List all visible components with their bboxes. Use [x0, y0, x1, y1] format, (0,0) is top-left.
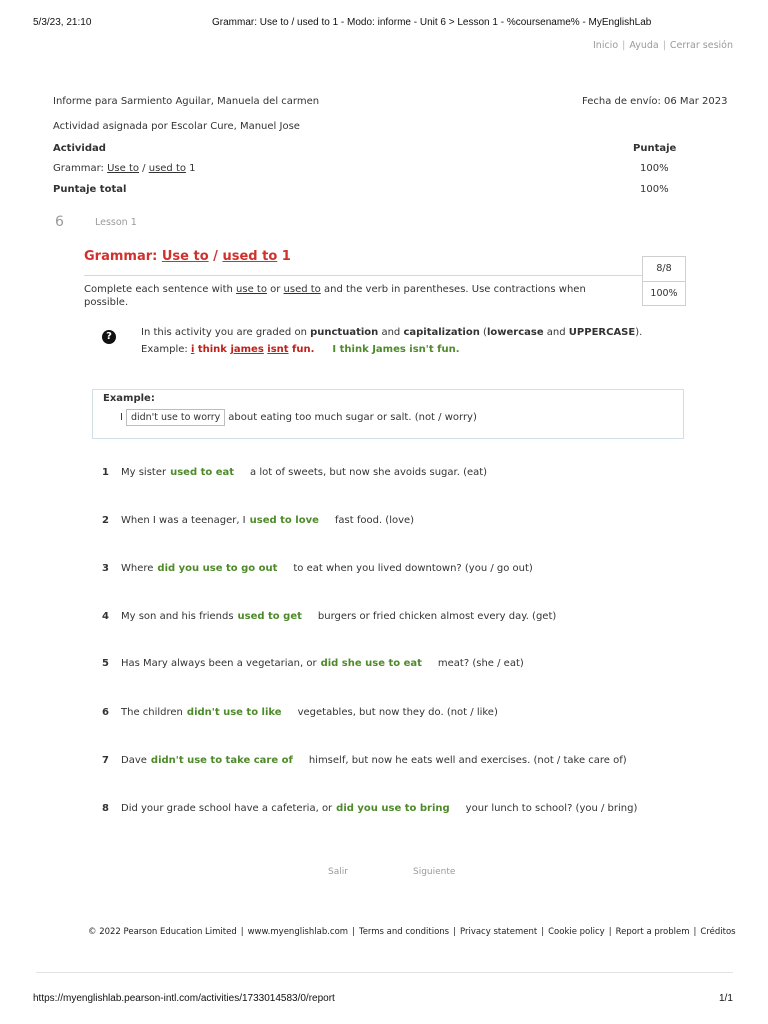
score-column-header: Puntaje	[633, 143, 677, 154]
grading-example-right: I think James isn't fun.	[332, 344, 460, 355]
footer-links: © 2022 Pearson Education Limited | www.myenglishlab.com | Terms and conditions | Privacy statement | Cookie policy | Report a problem | Créditos	[88, 927, 736, 937]
activity-score: 100%	[640, 163, 669, 174]
section-number: 6	[55, 214, 64, 230]
item-answer: used to eat	[170, 467, 235, 478]
item-text-before: When I was a teenager, I	[121, 515, 246, 526]
footer-link-terms[interactable]: Terms and conditions	[358, 927, 450, 937]
exercise-item	[121, 658, 524, 669]
exercise-title-part1: Use to	[161, 249, 209, 264]
report-assigned-by: Actividad asignada por Escolar Cure, Manuel Jose	[53, 121, 300, 132]
top-links: Inicio | Ayuda | Cerrar sesión	[593, 40, 733, 51]
print-url: https://myenglishlab.pearson-intl.com/activities/1733014583/0/report	[33, 993, 335, 1004]
activity-name-sep: /	[139, 163, 149, 174]
footer-link-site[interactable]: www.myenglishlab.com	[247, 927, 349, 937]
item-text-before: The children	[121, 707, 183, 718]
link-ayuda[interactable]: Ayuda	[629, 40, 659, 51]
score-percent: 100%	[643, 281, 685, 306]
item-answer: used to get	[237, 611, 302, 622]
next-button[interactable]: Siguiente	[413, 867, 456, 877]
print-page-count: 1/1	[719, 993, 733, 1004]
exercise-title-part2: used to	[222, 249, 278, 264]
item-text-before: My sister	[121, 467, 167, 478]
grading-example	[141, 344, 460, 355]
exercise-item	[121, 563, 533, 574]
exercise-item	[121, 707, 498, 718]
total-score-value: 100%	[640, 184, 669, 195]
item-text-after: burgers or fried chicken almost every day. (get)	[317, 611, 557, 622]
item-number: 8	[102, 803, 109, 814]
item-number: 7	[102, 755, 109, 766]
item-number: 2	[102, 515, 109, 526]
item-text-after: a lot of sweets, but now she avoids sugar. (eat)	[250, 467, 488, 478]
activity-name	[53, 163, 196, 174]
grading-example-wrong: i think james isnt fun.	[190, 344, 315, 355]
activity-name-suffix: 1	[186, 163, 196, 174]
item-text-before: Where	[121, 563, 154, 574]
exercise-title-sep: /	[208, 249, 223, 264]
score-fraction: 8/8	[656, 263, 672, 274]
footer-copyright: © 2022 Pearson Education Limited	[88, 927, 237, 937]
example-label: Example:	[103, 393, 155, 404]
footer-link-credits[interactable]: Créditos	[700, 927, 736, 937]
exercise-title-prefix: Grammar:	[84, 249, 162, 264]
item-text-after: meat? (she / eat)	[437, 658, 524, 669]
instructions: Complete each sentence with use to or used to and the verb in parentheses. Use contractions when possible.	[84, 284, 586, 308]
link-inicio[interactable]: Inicio	[593, 40, 619, 51]
exercise-item	[121, 803, 637, 814]
total-score-label: Puntaje total	[53, 184, 127, 195]
exercise-item	[121, 467, 487, 478]
report-student: Informe para Sarmiento Aguilar, Manuela del carmen	[53, 96, 320, 107]
activity-name-prefix: Grammar:	[53, 163, 108, 174]
activity-name-part1: Use to	[107, 163, 139, 174]
item-text-before: Has Mary always been a vegetarian, or	[121, 658, 317, 669]
example-box	[92, 389, 684, 439]
item-answer: did you use to go out	[157, 563, 278, 574]
question-icon: ?	[102, 330, 116, 344]
report-date-sent: Fecha de envío: 06 Mar 2023	[582, 96, 728, 107]
print-datetime: 5/3/23, 21:10	[33, 17, 92, 28]
exercise-item	[121, 755, 627, 766]
item-text-after: your lunch to school? (you / bring)	[465, 803, 638, 814]
item-number: 3	[102, 563, 109, 574]
footer-link-cookies[interactable]: Cookie policy	[548, 927, 605, 937]
title-divider	[84, 275, 642, 276]
item-answer: did she use to eat	[320, 658, 422, 669]
item-number: 1	[102, 467, 109, 478]
item-text-after: himself, but now he eats well and exercises. (not / take care of)	[308, 755, 627, 766]
exercise-title-suffix: 1	[277, 249, 291, 264]
grading-note: In this activity you are graded on punctuation and capitalization (lowercase and UPPERCASE).	[141, 327, 643, 338]
print-page-title: Grammar: Use to / used to 1 - Modo: informe - Unit 6 > Lesson 1 - %coursename% - MyEnglishLab	[212, 17, 652, 28]
footer-link-report[interactable]: Report a problem	[615, 927, 690, 937]
item-number: 6	[102, 707, 109, 718]
exercise-score-box	[642, 256, 686, 306]
item-answer: didn't use to take care of	[150, 755, 293, 766]
item-text-before: Dave	[121, 755, 147, 766]
exit-button[interactable]: Salir	[328, 867, 348, 877]
activity-column-header: Actividad	[53, 143, 106, 154]
exercise-item	[121, 611, 556, 622]
lesson-label: Lesson 1	[95, 217, 137, 228]
activity-name-part2: used to	[148, 163, 186, 174]
link-cerrar-sesion[interactable]: Cerrar sesión	[669, 40, 733, 51]
item-answer: used to love	[249, 515, 319, 526]
example-sentence: I didn't use to worry about eating too much sugar or salt. (not / worry)	[120, 409, 477, 426]
item-text-after: to eat when you lived downtown? (you / go out)	[293, 563, 533, 574]
grading-example-label: Example:	[141, 344, 191, 355]
footer-link-privacy[interactable]: Privacy statement	[459, 927, 538, 937]
item-answer: did you use to bring	[336, 803, 450, 814]
item-number: 4	[102, 611, 109, 622]
item-number: 5	[102, 658, 109, 669]
exercise-item	[121, 515, 414, 526]
item-text-before: My son and his friends	[121, 611, 234, 622]
item-text-after: fast food. (love)	[334, 515, 415, 526]
example-answer-field: didn't use to worry	[126, 409, 225, 426]
exercise-title	[84, 249, 291, 264]
bottom-rule	[36, 972, 733, 973]
item-text-before: Did your grade school have a cafeteria, or	[121, 803, 333, 814]
item-text-after: vegetables, but now they do. (not / like)	[297, 707, 498, 718]
item-answer: didn't use to like	[186, 707, 282, 718]
